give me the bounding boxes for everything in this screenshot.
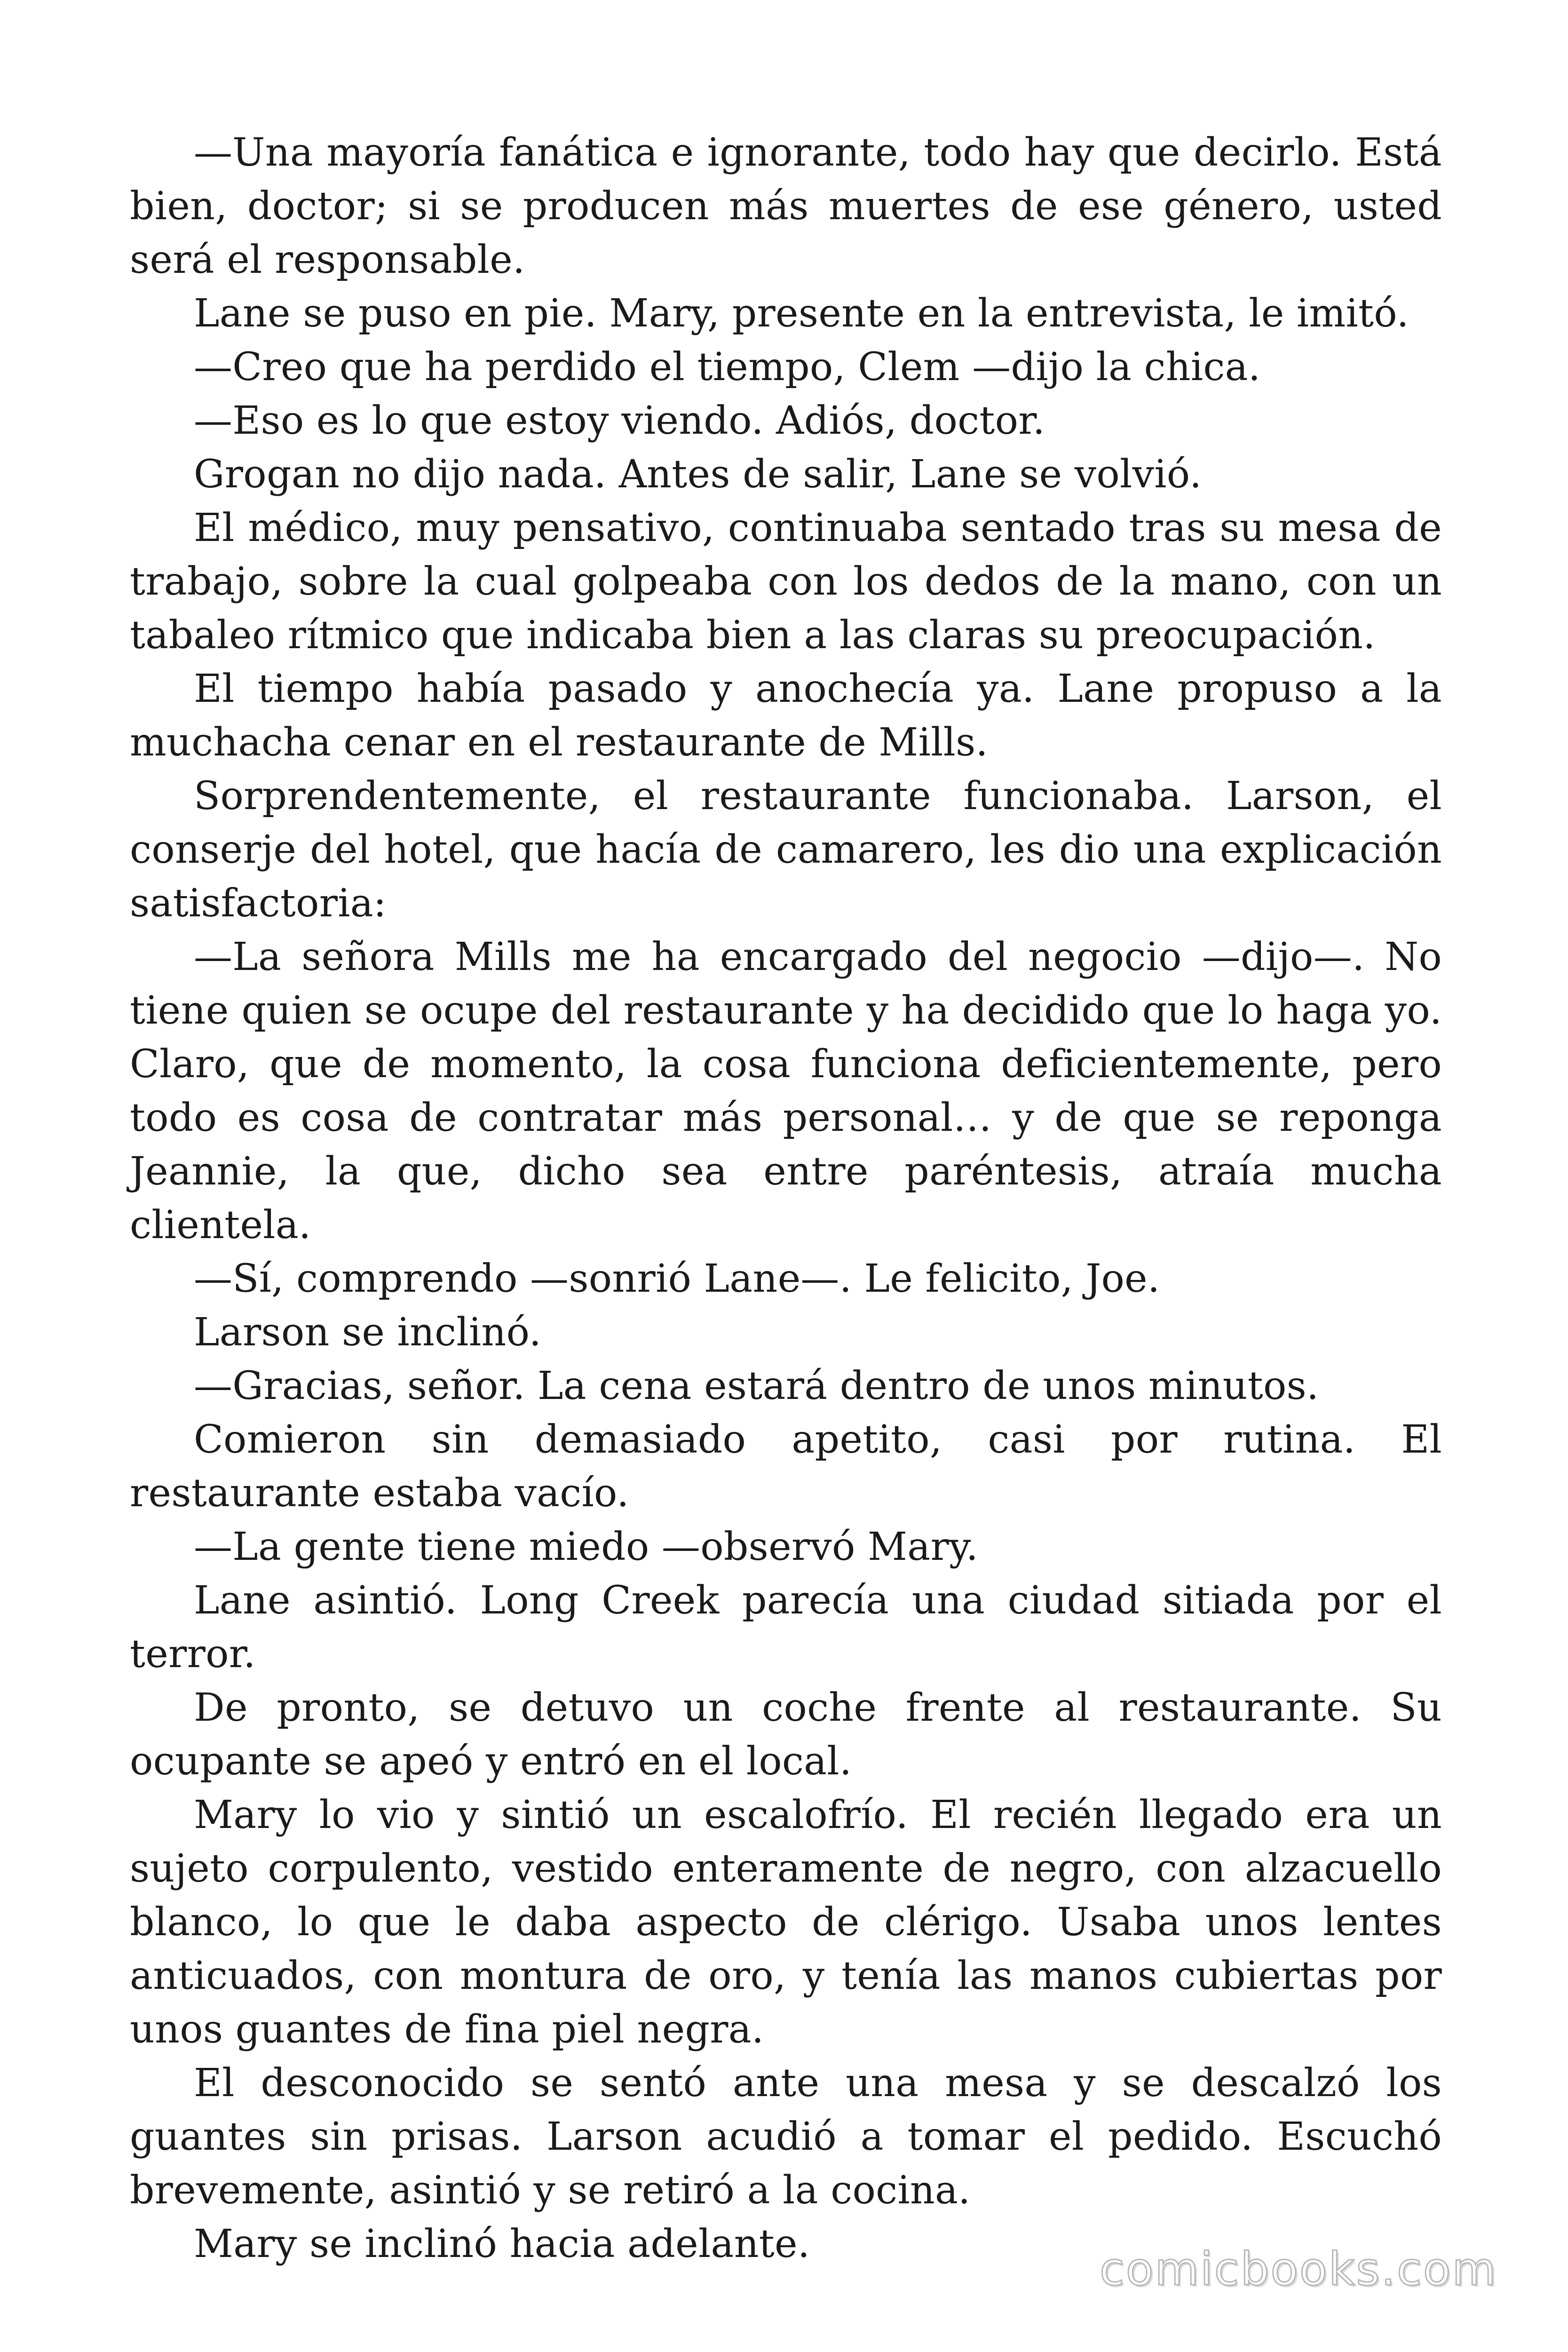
paragraph: —Sí, comprendo —sonrió Lane—. Le felicito, Joe. bbox=[194, 1256, 1160, 1301]
paragraph: El tiempo había pasado y anochecía ya. Lane propuso a la muchacha cenar en el restaurante de Mills. bbox=[130, 667, 1442, 765]
paragraph: Lane se puso en pie. Mary, presente en la entrevista, le imitó. bbox=[194, 291, 1409, 336]
watermark: comicbooks.com bbox=[1099, 2243, 1497, 2296]
paragraph: Sorprendentemente, el restaurante funcionaba. Larson, el conserje del hotel, que hacía de camarero, les dio una explicación satisfactoria: bbox=[130, 774, 1442, 926]
paragraph: Comieron sin demasiado apetito, casi por rutina. El restaurante estaba vacío. bbox=[130, 1417, 1442, 1516]
paragraph: —La señora Mills me ha encargado del negocio —dijo—. No tiene quien se ocupe del restaurante y ha decidido que lo haga yo. Claro, que de momento, la cosa funciona deficientemente, pero todo es cosa de contratar más personal… y de que se reponga Jeannie, la que, dicho sea entre paréntesis, atraía mucha clientela. bbox=[130, 935, 1442, 1248]
paragraph: —La gente tiene miedo —observó Mary. bbox=[194, 1525, 979, 1569]
paragraph: El médico, muy pensativo, continuaba sentado tras su mesa de trabajo, sobre la cual golpeaba con los dedos de la mano, con un tabaleo rítmico que indicaba bien a las claras su preocupación. bbox=[130, 506, 1442, 658]
paragraph: Mary lo vio y sintió un escalofrío. El recién llegado era un sujeto corpulento, vestido enteramente de negro, con alzacuello blanco, lo que le daba aspecto de clérigo. Usaba unos lentes anticuados, con montura de oro, y tenía las manos cubiertas por unos guantes de fina piel negra. bbox=[130, 1793, 1442, 2052]
paragraph: —Una mayoría fanática e ignorante, todo hay que decirlo. Está bien, doctor; si se producen más muertes de ese género, usted será el responsable. bbox=[130, 130, 1442, 282]
page-text bbox=[130, 126, 1442, 2271]
paragraph: Grogan no dijo nada. Antes de salir, Lane se volvió. bbox=[194, 452, 1202, 497]
paragraph: Lane asintió. Long Creek parecía una ciudad sitiada por el terror. bbox=[130, 1578, 1442, 1677]
paragraph: —Creo que ha perdido el tiempo, Clem —dijo la chica. bbox=[194, 345, 1261, 389]
paragraph: De pronto, se detuvo un coche frente al restaurante. Su ocupante se apeó y entró en el local. bbox=[130, 1685, 1442, 1784]
paragraph: —Gracias, señor. La cena estará dentro de unos minutos. bbox=[194, 1364, 1319, 1408]
paragraph: —Eso es lo que estoy viendo. Adiós, doctor. bbox=[194, 398, 1045, 443]
paragraph: Larson se inclinó. bbox=[194, 1310, 542, 1355]
paragraph: El desconocido se sentó ante una mesa y se descalzó los guantes sin prisas. Larson acudió a tomar el pedido. Escuchó brevemente, asintió y se retiró a la cocina. bbox=[130, 2061, 1442, 2213]
paragraph: Mary se inclinó hacia adelante. bbox=[194, 2222, 810, 2266]
